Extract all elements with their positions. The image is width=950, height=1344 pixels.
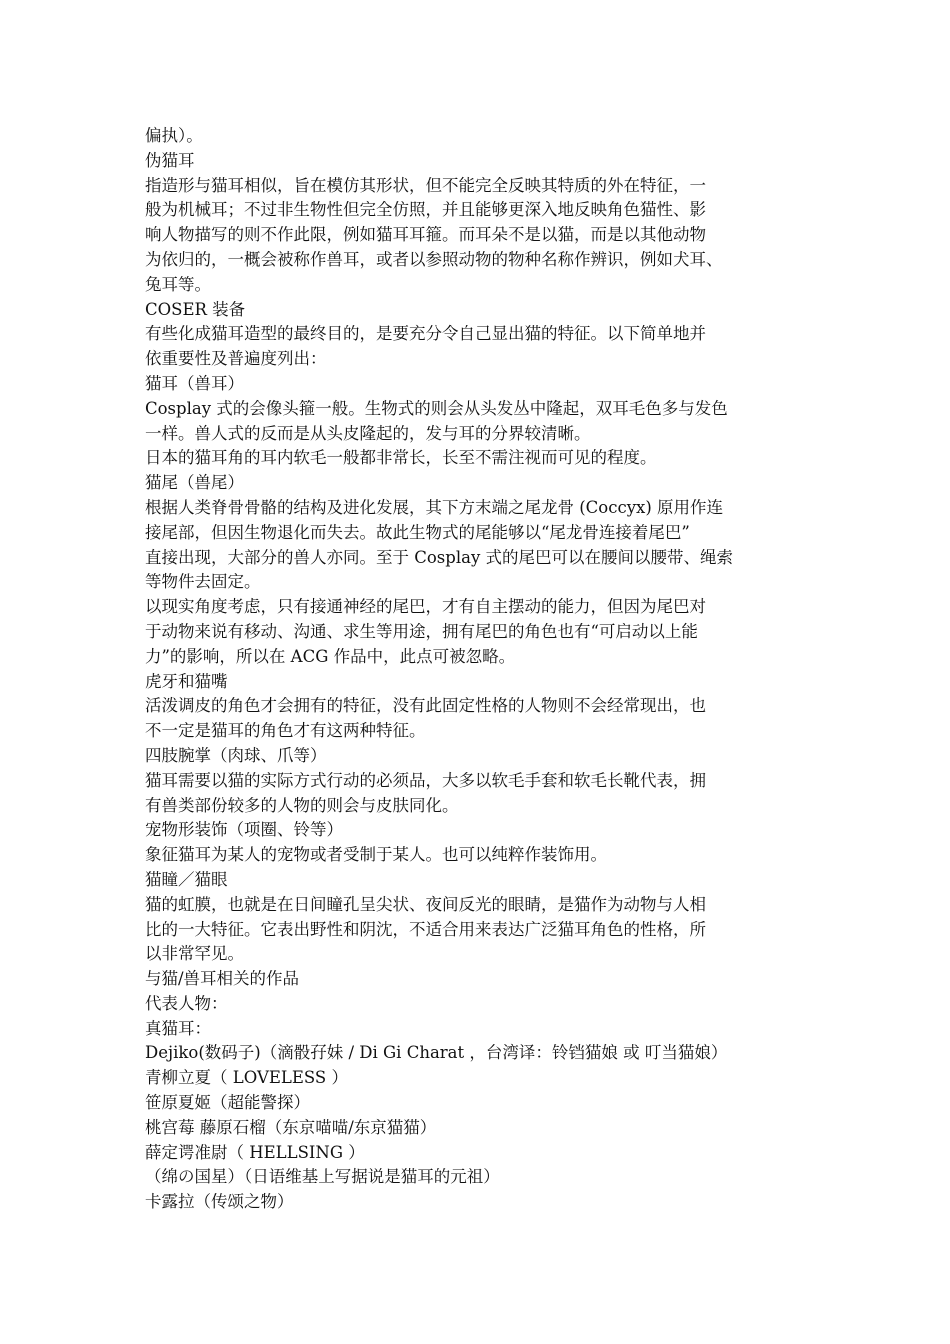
text-line: 接尾部，但因生物退化而失去。故此生物式的尾能够以“尾龙骨连接着尾巴”	[145, 522, 690, 542]
text-line: 依重要性及普遍度列出：	[145, 349, 327, 369]
text-line: 力”的影响，所以在 ACG 作品中，此点可被忽略。	[145, 646, 516, 666]
list-item: 青柳立夏（ LOVELESS ）	[145, 1068, 348, 1088]
section-heading: 猫耳（兽耳）	[145, 373, 244, 393]
text-line: 猫耳需要以猫的实际方式行动的必须品，大多以软毛手套和软毛长靴代表，拥	[145, 770, 706, 790]
text-line: 根据人类脊骨骨骼的结构及进化发展，其下方末端之尾龙骨 (Coccyx) 原用作连	[145, 497, 724, 517]
section-heading: COSER 装备	[145, 299, 246, 319]
text-line: 活泼调皮的角色才会拥有的特征，没有此固定性格的人物则不会经常现出，也	[145, 696, 706, 716]
list-item: 卡露拉（传颂之物）	[145, 1192, 294, 1212]
text-line: 兔耳等。	[145, 274, 211, 294]
text-line: 响人物描写的则不作此限，例如猫耳耳箍。而耳朵不是以猫，而是以其他动物	[145, 225, 706, 245]
section-heading: 与猫/兽耳相关的作品	[145, 969, 300, 989]
text-line: 猫的虹膜，也就是在日间瞳孔呈尖状、夜间反光的眼睛，是猫作为动物与人相	[145, 894, 706, 914]
section-heading: 虎牙和猫嘴	[145, 671, 228, 691]
text-line: 比的一大特征。它表出野性和阴沈，不适合用来表达广泛猫耳角色的性格，所	[145, 919, 706, 939]
text-line: 指造形与猫耳相似，旨在模仿其形状，但不能完全反映其特质的外在特征，一	[145, 175, 706, 195]
text-line: 日本的猫耳角的耳内软毛一般都非常长，长至不需注视而可见的程度。	[145, 448, 657, 468]
text-line: 真猫耳：	[145, 1018, 211, 1038]
document-page	[145, 124, 825, 1215]
list-item: （绵の国星）（日语维基上写据说是猫耳的元祖）	[145, 1167, 500, 1187]
list-item: 薛定谔准尉（ HELLSING ）	[145, 1142, 365, 1162]
list-item: 笹原夏姬（超能警探）	[145, 1093, 310, 1113]
list-item: 桃宫莓 藤原石榴（东京喵喵/东京猫猫）	[145, 1117, 437, 1137]
text-line: 有兽类部份较多的人物的则会与皮肤同化。	[145, 795, 459, 815]
text-line: 直接出现，大部分的兽人亦同。至于 Cosplay 式的尾巴可以在腰间以腰带、绳索	[145, 547, 734, 567]
text-line: 为依归的，一概会被称作兽耳，或者以参照动物的物种名称作辨识，例如犬耳、	[145, 249, 723, 269]
list-item: Dejiko(数码子)（滴骰孖妹 / Di Gi Charat ，台湾译：铃铛猫娘 或 叮当猫娘）	[145, 1043, 728, 1063]
text-line: Cosplay 式的会像头箍一般。生物式的则会从头发丛中隆起，双耳毛色多与发色	[145, 398, 728, 418]
text-line: 等物件去固定。	[145, 572, 261, 592]
text-line: 代表人物：	[145, 993, 228, 1013]
section-heading: 宠物形装饰（项圈、铃等）	[145, 820, 343, 840]
text-line: 以非常罕见。	[145, 944, 244, 964]
text-line: 以现实角度考虑，只有接通神经的尾巴，才有自主摆动的能力，但因为尾巴对	[145, 597, 706, 617]
text-line: 象征猫耳为某人的宠物或者受制于某人。也可以纯粹作装饰用。	[145, 845, 607, 865]
text-line: 于动物来说有移动、沟通、求生等用途，拥有尾巴的角色也有“可启动以上能	[145, 621, 698, 641]
section-heading: 猫瞳／猫眼	[145, 869, 228, 889]
section-heading: 猫尾（兽尾）	[145, 473, 244, 493]
section-heading: 四肢腕掌（肉球、爪等）	[145, 745, 327, 765]
section-heading: 伪猫耳	[145, 150, 195, 170]
text-line: 不一定是猫耳的角色才有这两种特征。	[145, 721, 426, 741]
text-line: 般为机械耳；不过非生物性但完全仿照，并且能够更深入地反映角色猫性、影	[145, 200, 706, 220]
text-line: 偏执）。	[145, 126, 203, 145]
text-line: 有些化成猫耳造型的最终目的，是要充分令自己显出猫的特征。以下简单地并	[145, 324, 706, 344]
text-line: 一样。兽人式的反而是从头皮隆起的，发与耳的分界较清晰。	[145, 423, 591, 443]
